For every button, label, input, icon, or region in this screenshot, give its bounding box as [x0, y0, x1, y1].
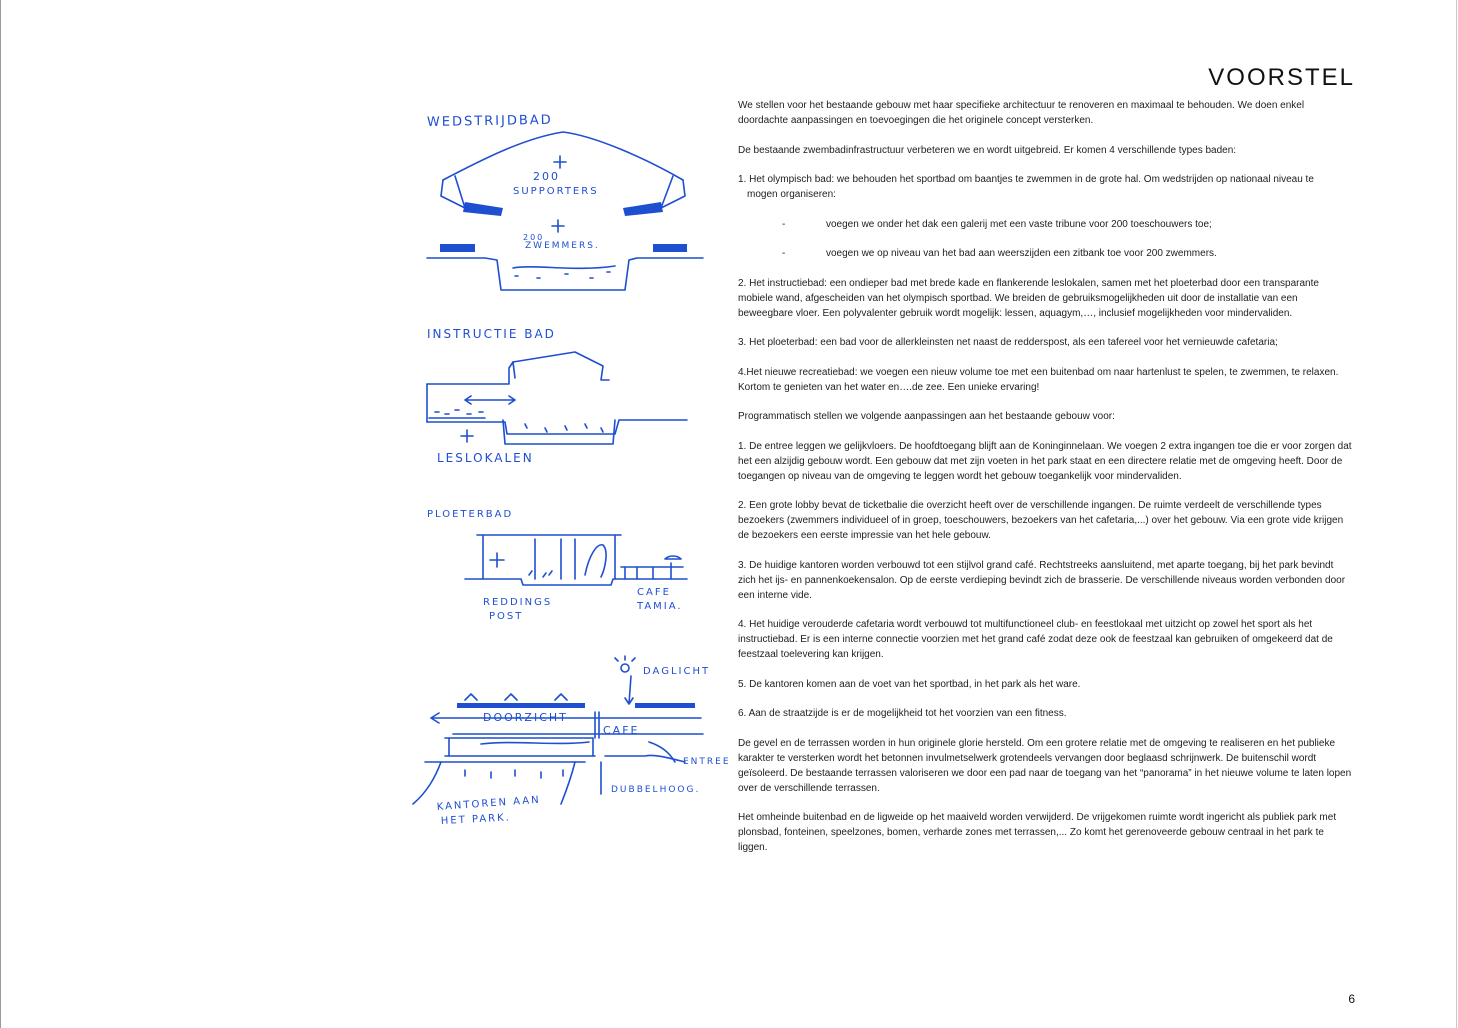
paragraph-buitenbad: Het omheinde buitenbad en de ligweide op het maaiveld worden verwijderd. De vrijgekomen ruimte wordt ingericht als publiek park met plonsbad, fonteinen, speelzones, bomen, verharde zones met terrassen,... Zo komt het gerenoveerde gebouw centraal in het park te liggen. [738, 812, 1337, 853]
sketch-label-het-park: HET PARK. [440, 812, 512, 827]
bullet-item-zitbank [738, 246, 1353, 261]
page-edge-right [1456, 0, 1457, 1028]
paragraph-intro: We stellen voor het bestaande gebouw met haar specifieke architectuur te renoveren en maximaal te behouden. We doen enkel doordachte aanpassingen en toevoegingen die het originele concept versterken. [738, 100, 1305, 126]
paragraph-lobby: 2. Een grote lobby bevat de ticketbalie die overzicht heeft over de verschillende ingangen. De ruimte verdeelt de verschillende types bezoekers (zwemmers individueel of in groep, toeschouwers, bezoekers van het cafetaria,...) over het gebouw. Via een grote vide krijgen de bezoekers een eerste impressie van het hele gebouw. [738, 500, 1344, 541]
sketch-label-post: POST [489, 611, 524, 622]
sketch-label-200-supporters-number: 200 [533, 170, 560, 183]
page-number: 6 [1348, 992, 1355, 1006]
paragraph-gevel: De gevel en de terrassen worden in hun originele glorie hersteld. Om een grotere relatie met de omgeving te realiseren en het publieke karakter te versterken wordt het betonnen invulmetselwerk grotendeels vervangen door beglaasd schrijnwerk. De buitenschil wordt geïsoleerd. De bestaande terrassen valoriseren we door een pad naar de toegang van het “panorama” in het nieuwe volume te laten lopen over de verschillende terrassen. [738, 737, 1352, 794]
paragraph-recreatiebad: 4.Het nieuwe recreatiebad: we voegen een nieuw volume toe met een buitenbad om naar hartenlust te spelen, te zwemmen, te relaxen. Kortom te genieten van het water en….de zee. Een unieke ervaring! [738, 366, 1339, 393]
bullet-dash: - [782, 248, 786, 259]
sketch-label-cafe-ploeter: CAFE [637, 587, 671, 598]
sketch-label-reddings: REDDINGS [483, 597, 553, 608]
paragraph-instructiebad: 2. Het instructiebad: een ondieper bad met brede kade en flankerende leslokalen, samen met het ploeterbad door een transparante mobiele wand, afgescheiden van het olympisch sportbad. We breiden de gebruiksmogelijkheden uit door de installatie van een beweegbare vloer. Een polyvalenter gebruik wordt mogelijk: lessen, aquagym,…, inclusief mogelijkheden voor mindervaliden. [738, 277, 1319, 319]
page-title: VOORSTEL [1208, 64, 1355, 91]
sketch-instructiebad-title: INSTRUCTIE BAD [427, 327, 556, 341]
paragraph-kantoren: 5. De kantoren komen aan de voet van het sportbad, in het park als het ware. [738, 678, 1081, 690]
sketch-label-tamia: TAMIA. [637, 601, 683, 612]
list-item-olympisch-bad-line2: mogen organiseren: [747, 189, 836, 200]
paragraph-infra: De bestaande zwembadinfrastructuur verbeteren we en wordt uitgebreid. Er komen 4 verschillende types baden: [738, 144, 1237, 156]
body-text [738, 98, 1353, 870]
page-edge-left [0, 0, 1, 1028]
list-item-olympisch-bad [738, 172, 1353, 202]
bullet-item-zitbank-text: voegen we op niveau van het bad aan weerszijden een zitbank toe voor 200 zwemmers. [826, 248, 1217, 259]
paragraph-grand-cafe: 3. De huidige kantoren worden verbouwd tot een stijlvol grand café. Rechtstreeks aansluitend, met aparte toegang, bij het park bevindt zich het ijs- en pannenkoekensalon. Op de eerste verdieping bevindt zich de brasserie. De verschillende niveaus worden verbonden door een interne vide. [738, 559, 1346, 601]
bullet-item-tribune [738, 217, 1353, 232]
bullet-dash: - [782, 218, 786, 230]
bullet-item-tribune-text: voegen we onder het dak een galerij met een vaste tribune voor 200 toeschouwers toe; [826, 218, 1212, 230]
sketch-wedstrijdbad [425, 108, 705, 298]
sketch-doorzicht-section [405, 658, 731, 833]
sketch-label-daglicht: DAGLICHT [643, 666, 711, 677]
sketch-wedstrijdbad-title: WEDSTRIJDBAD [426, 112, 553, 130]
sketch-label-dubbelhoog: DUBBELHOOG. [611, 785, 701, 795]
paragraph-programmatisch: Programmatisch stellen we volgende aanpassingen aan het bestaande gebouw voor: [738, 411, 1115, 422]
sketch-label-entree: ENTREE [683, 757, 731, 767]
sketch-label-zwemmers: ZWEMMERS. [525, 241, 600, 251]
list-item-olympisch-bad-line1: 1. Het olympisch bad: we behouden het sportbad om baantjes te zwemmen in de grote hal. Om wedstrijden op nationaal niveau te [738, 174, 1314, 185]
sketch-label-200-zwemmers-number: 200 [523, 233, 545, 242]
paragraph-fitness: 6. Aan de straatzijde is er de mogelijkheid tot het voorzien van een fitness. [738, 708, 1067, 719]
sketch-label-kantoren: KANTOREN AAN [436, 794, 542, 813]
sketch-label-doorzicht: DOORZICHT [483, 711, 568, 724]
sketch-ploeterbad-title: PLOETERBAD [427, 509, 514, 520]
sketch-instructiebad [425, 322, 695, 467]
sketch-ploeterbad [425, 505, 695, 635]
sketch-label-supporters: SUPPORTERS [513, 186, 599, 197]
paragraph-ploeterbad: 3. Het ploeterbad: een bad voor de allerkleinsten net naast de redderspost, als een tafereel voor het vernieuwde cafetaria; [738, 337, 1278, 348]
sketch-label-leslokalen: LESLOKALEN [437, 451, 534, 465]
paragraph-entree: 1. De entree leggen we gelijkvloers. De hoofdtoegang blijft aan de Koninginnelaan. We voegen 2 extra ingangen toe die er voor zorgen dat het een alzijdig gebouw wordt. Een gebouw dat met zijn voeten in het park staat en een directere relatie met de omgeving heeft. Door de toegangen op niveau van de omgeving te leggen wordt het gebouw toegankelijk voor mindervaliden. [738, 440, 1352, 482]
sketch-label-cafe-section: CAFE [603, 724, 640, 737]
paragraph-cafetaria: 4. Het huidige verouderde cafetaria wordt verbouwd tot multifunctioneel club- en feestlokaal met uitzicht op zowel het sport als het instructiebad. Er is een interne connectie voorzien met het grand café zodat deze ook de feestzaal kan gebruiken of omgekeerd dat de feestzaal toelevering kan krijgen. [738, 619, 1333, 660]
